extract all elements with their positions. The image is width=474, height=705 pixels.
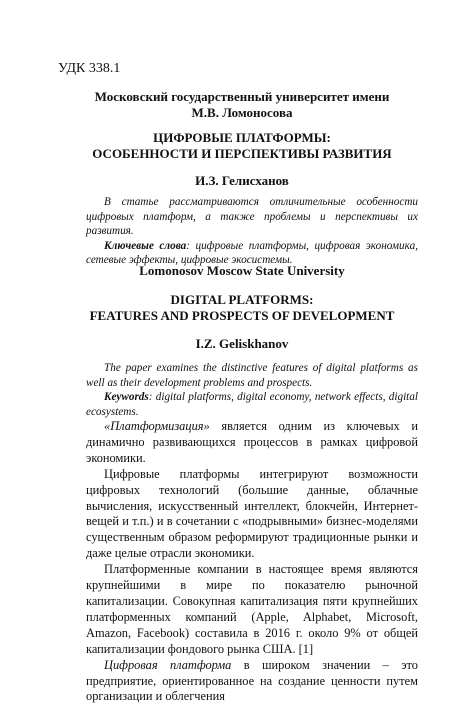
- en-affiliation: [86, 263, 398, 279]
- body-p4-term: Цифровая платформа: [104, 657, 232, 672]
- ru-title-line1: ЦИФРОВЫЕ ПЛАТФОРМЫ:: [153, 130, 331, 145]
- en-keywords: [86, 390, 418, 419]
- body-text: [86, 419, 418, 705]
- en-affiliation-line: Lomonosov Moscow State University: [139, 263, 345, 278]
- en-abstract-text: The paper examines the distinctive features of digital platforms as well as their development problems and prospects.: [86, 362, 418, 389]
- ru-affiliation-line2: М.В. Ломоносова: [191, 104, 293, 120]
- ru-keywords-list: : цифровые платформы, цифровая экономика, сетевые эффекты, цифровые экосистемы.: [86, 239, 418, 266]
- body-p1-rest: является одним из ключевых и динамично развивающихся процессов в рамках цифровой экономики.: [86, 419, 418, 465]
- ru-author-name: И.З. Гелисханов: [195, 173, 289, 188]
- ru-affiliation: [86, 89, 398, 120]
- en-abstract: [86, 361, 418, 419]
- body-paragraph-2: Цифровые платформы интегрируют возможности цифровых технологий (большие данные, облачные вычисления, искусственный интеллект, блокчейн, Интернет-вещей и т.п.) и в сочетании с «подрывными» бизнес-моделями существенным образом реформируют традиционные рынки и даже целые отрасли экономики.: [86, 466, 418, 561]
- en-author: [86, 336, 398, 352]
- body-p1-term: «Платформизация»: [104, 419, 210, 433]
- body-paragraph-4: [86, 658, 418, 705]
- en-title: [86, 292, 398, 323]
- en-keywords-label: Keywords: [104, 391, 149, 403]
- ru-title-line2: ОСОБЕННОСТИ И ПЕРСПЕКТИВЫ РАЗВИТИЯ: [92, 145, 392, 161]
- ru-title: [86, 130, 398, 161]
- ru-abstract-text: В статье рассматриваются отличительные особенности цифровых платформ, а также проблемы и перспективы их развития.: [86, 196, 418, 237]
- en-author-name: I.Z. Geliskhanov: [195, 336, 289, 351]
- ru-keywords-label: Ключевые слова: [104, 239, 187, 252]
- ru-abstract: [86, 195, 418, 268]
- body-p4-rest: в широком значении – это предприятие, ориентированное на создание ценности путем организации и облегчения: [86, 657, 418, 704]
- ru-affiliation-line1: Московский государственный университет имени: [94, 89, 390, 104]
- ru-author: [86, 173, 398, 189]
- udc-code: УДК 338.1: [58, 61, 121, 76]
- body-paragraph-3: Платформенные компании в настоящее время являются крупнейшими в мире по показателю рыночной капитализации. Совокупная капитализация пяти крупнейших платформенных компаний (Apple, Alphabet, Microsoft, Amazon, Facebook) составила в 2016 г. около 9% от общей капитализации фондового рынка США. [1]: [86, 562, 418, 656]
- en-title-line2: FEATURES AND PROSPECTS OF DEVELOPMENT: [89, 307, 395, 323]
- body-paragraph-1: [86, 419, 418, 467]
- en-keywords-list: : digital platforms, digital economy, network effects, digital ecosystems.: [86, 391, 418, 418]
- en-title-line1: DIGITAL PLATFORMS:: [170, 292, 314, 307]
